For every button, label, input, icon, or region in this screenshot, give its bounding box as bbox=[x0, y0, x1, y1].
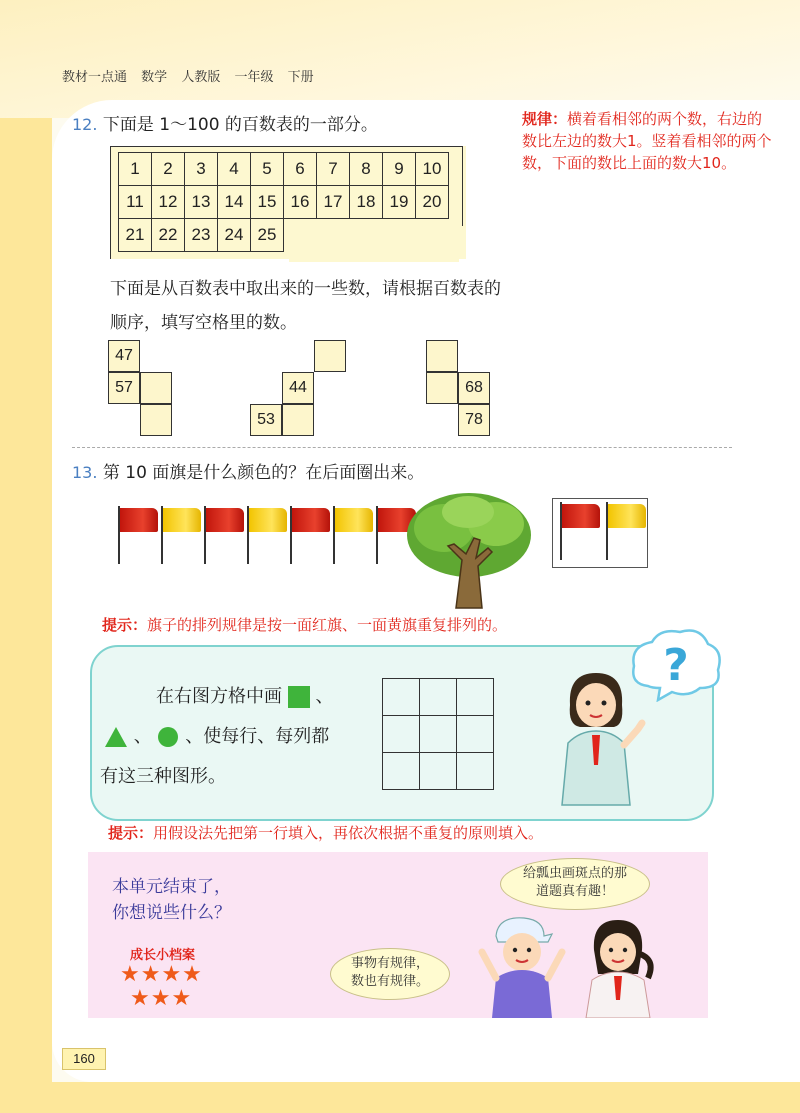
hundred-chart-cell: 9 bbox=[383, 153, 416, 186]
section-divider bbox=[72, 447, 732, 448]
hundred-chart-cell: 20 bbox=[416, 186, 449, 219]
puzzle-a-cell-top: 47 bbox=[108, 340, 140, 372]
hundred-chart-cell: 10 bbox=[416, 153, 449, 186]
rule-label: 规律： bbox=[522, 110, 568, 128]
speech-bubble-left bbox=[330, 948, 450, 1000]
hundred-chart-cell: 18 bbox=[350, 186, 383, 219]
puzzle-b-blank-2[interactable] bbox=[282, 404, 314, 436]
puzzle-line-2 bbox=[104, 722, 329, 748]
hundred-chart-top-border bbox=[110, 146, 463, 147]
rule-note bbox=[522, 108, 772, 174]
puzzle-line-3: 有这三种图形。 bbox=[100, 766, 226, 787]
hundred-chart-cell: 24 bbox=[218, 219, 251, 252]
q12-title: 下面是 1～100 的百数表的一部分。 bbox=[102, 115, 378, 135]
hundred-chart-cell: 4 bbox=[218, 153, 251, 186]
flag-cloth bbox=[120, 508, 158, 532]
q12-instruction-2: 顺序，填写空格里的数。 bbox=[110, 313, 297, 333]
girl-student-illustration bbox=[574, 914, 660, 1018]
puzzle-sep-1: 、 bbox=[315, 686, 334, 707]
rule-text: 横着看相邻的两个数，右边的数比左边的数大1。竖着看相邻的两个数，下面的数比上面的数大10。 bbox=[522, 110, 772, 172]
summary-line-1: 本单元结束了， bbox=[112, 877, 231, 897]
hundred-chart-cell: 12 bbox=[152, 186, 185, 219]
hundred-chart-right-border bbox=[462, 146, 463, 226]
hundred-chart-cell: 2 bbox=[152, 153, 185, 186]
q12-heading bbox=[72, 110, 378, 135]
puzzle-c-cell-68: 68 bbox=[458, 372, 490, 404]
puzzle-a-cell-mid: 57 bbox=[108, 372, 140, 404]
hundred-chart-blank-area bbox=[289, 222, 459, 262]
flag-cloth bbox=[608, 504, 646, 528]
header-grade: 一年级 bbox=[234, 70, 274, 85]
flag-cloth bbox=[562, 504, 600, 528]
q13-hint-text: 旗子的排列规律是按一面红旗、一面黄旗重复排列的。 bbox=[147, 616, 508, 634]
puzzle-hint-text: 用假设法先把第一行填入，再依次根据不重复的原则填入。 bbox=[153, 824, 544, 842]
header-book: 教材一点通 bbox=[62, 70, 128, 85]
hundred-chart-cell: 19 bbox=[383, 186, 416, 219]
q13-hint-label: 提示： bbox=[102, 616, 148, 634]
speech-bubble-right bbox=[500, 858, 650, 910]
puzzle-c-cell-78: 78 bbox=[458, 404, 490, 436]
header-edition: 人教版 bbox=[181, 70, 221, 85]
green-triangle-icon bbox=[104, 726, 128, 748]
flag-cloth bbox=[206, 508, 244, 532]
flag-cloth bbox=[163, 508, 201, 532]
grid-cell[interactable] bbox=[383, 679, 420, 716]
puzzle-sep-2: 、 bbox=[133, 726, 152, 747]
puzzle-c-blank-1[interactable] bbox=[426, 340, 458, 372]
puzzle-b-cell-44: 44 bbox=[282, 372, 314, 404]
puzzle-b-blank-1[interactable] bbox=[314, 340, 346, 372]
hundred-chart-cell: 14 bbox=[218, 186, 251, 219]
hundred-chart-cell: 15 bbox=[251, 186, 284, 219]
question-mark: ? bbox=[663, 640, 689, 691]
speech-left-text: 事物有规律，数也有规律。 bbox=[350, 956, 429, 989]
puzzle-line-1-text: 在右图方格中画 bbox=[156, 686, 282, 707]
q13-heading bbox=[72, 458, 424, 483]
puzzle-c-blank-2[interactable] bbox=[426, 372, 458, 404]
puzzle-hint bbox=[108, 822, 543, 843]
flag-cloth bbox=[292, 508, 330, 532]
puzzle-line-2-text: 、使每行、每列都 bbox=[185, 726, 330, 747]
page-margin-bottom bbox=[0, 1082, 800, 1113]
q13-title: 第 10 面旗是什么颜色的？在后面圈出来。 bbox=[102, 463, 425, 483]
header-volume: 下册 bbox=[287, 70, 314, 85]
q12-number: 12. bbox=[72, 115, 98, 134]
stars-row-2: ★★★ bbox=[130, 986, 193, 1011]
hundred-chart-cell: 16 bbox=[284, 186, 317, 219]
puzzle-line-1 bbox=[156, 682, 333, 708]
flag-cloth bbox=[335, 508, 373, 532]
hundred-chart-cell: 25 bbox=[251, 219, 284, 252]
page-margin-left bbox=[0, 0, 52, 1113]
q12-instruction-1: 下面是从百数表中取出来的一些数，请根据百数表的 bbox=[110, 279, 501, 299]
shape-grid bbox=[382, 678, 494, 790]
growth-record-label: 成长小档案 bbox=[130, 948, 196, 963]
hundred-chart-cell: 22 bbox=[152, 219, 185, 252]
q13-hint bbox=[102, 614, 507, 635]
puzzle-b-cell-53: 53 bbox=[250, 404, 282, 436]
hundred-chart-left-border bbox=[110, 146, 111, 259]
page-header bbox=[62, 66, 324, 85]
tree-illustration bbox=[404, 490, 534, 610]
speech-right-text: 给瓢虫画斑点的那道题真有趣！ bbox=[522, 866, 627, 899]
flag-cloth bbox=[249, 508, 287, 532]
grid-cell[interactable] bbox=[457, 716, 494, 753]
hundred-chart-cell: 6 bbox=[284, 153, 317, 186]
green-circle-icon bbox=[157, 726, 179, 748]
header-subject: 数学 bbox=[141, 70, 168, 85]
q13-number: 13. bbox=[72, 463, 98, 482]
grid-cell[interactable] bbox=[457, 679, 494, 716]
puzzle-hint-label: 提示： bbox=[108, 824, 154, 842]
stars-row-1: ★★★★ bbox=[120, 962, 203, 987]
page-number: 160 bbox=[62, 1048, 106, 1070]
puzzle-a-blank-2[interactable] bbox=[140, 404, 172, 436]
girl-teacher-illustration bbox=[540, 665, 650, 815]
summary-line-2: 你想说些什么？ bbox=[112, 903, 231, 923]
puzzle-a-blank-1[interactable] bbox=[140, 372, 172, 404]
grid-cell[interactable] bbox=[383, 716, 420, 753]
boy-illustration bbox=[478, 912, 568, 1018]
hundred-chart-cell: 21 bbox=[119, 219, 152, 252]
hundred-chart-cell: 3 bbox=[185, 153, 218, 186]
green-square-icon bbox=[288, 686, 310, 708]
hundred-chart-cell: 11 bbox=[119, 186, 152, 219]
grid-cell[interactable] bbox=[383, 753, 420, 790]
grid-cell[interactable] bbox=[457, 753, 494, 790]
hundred-chart-cell: 23 bbox=[185, 219, 218, 252]
grid-cell[interactable] bbox=[420, 716, 457, 753]
hundred-chart-cell: 8 bbox=[350, 153, 383, 186]
hundred-chart-cell: 7 bbox=[317, 153, 350, 186]
grid-cell[interactable] bbox=[420, 679, 457, 716]
hundred-chart-cell: 5 bbox=[251, 153, 284, 186]
hundred-chart-cell: 17 bbox=[317, 186, 350, 219]
hundred-chart-cell: 13 bbox=[185, 186, 218, 219]
hundred-chart-cell: 1 bbox=[119, 153, 152, 186]
grid-cell[interactable] bbox=[420, 753, 457, 790]
